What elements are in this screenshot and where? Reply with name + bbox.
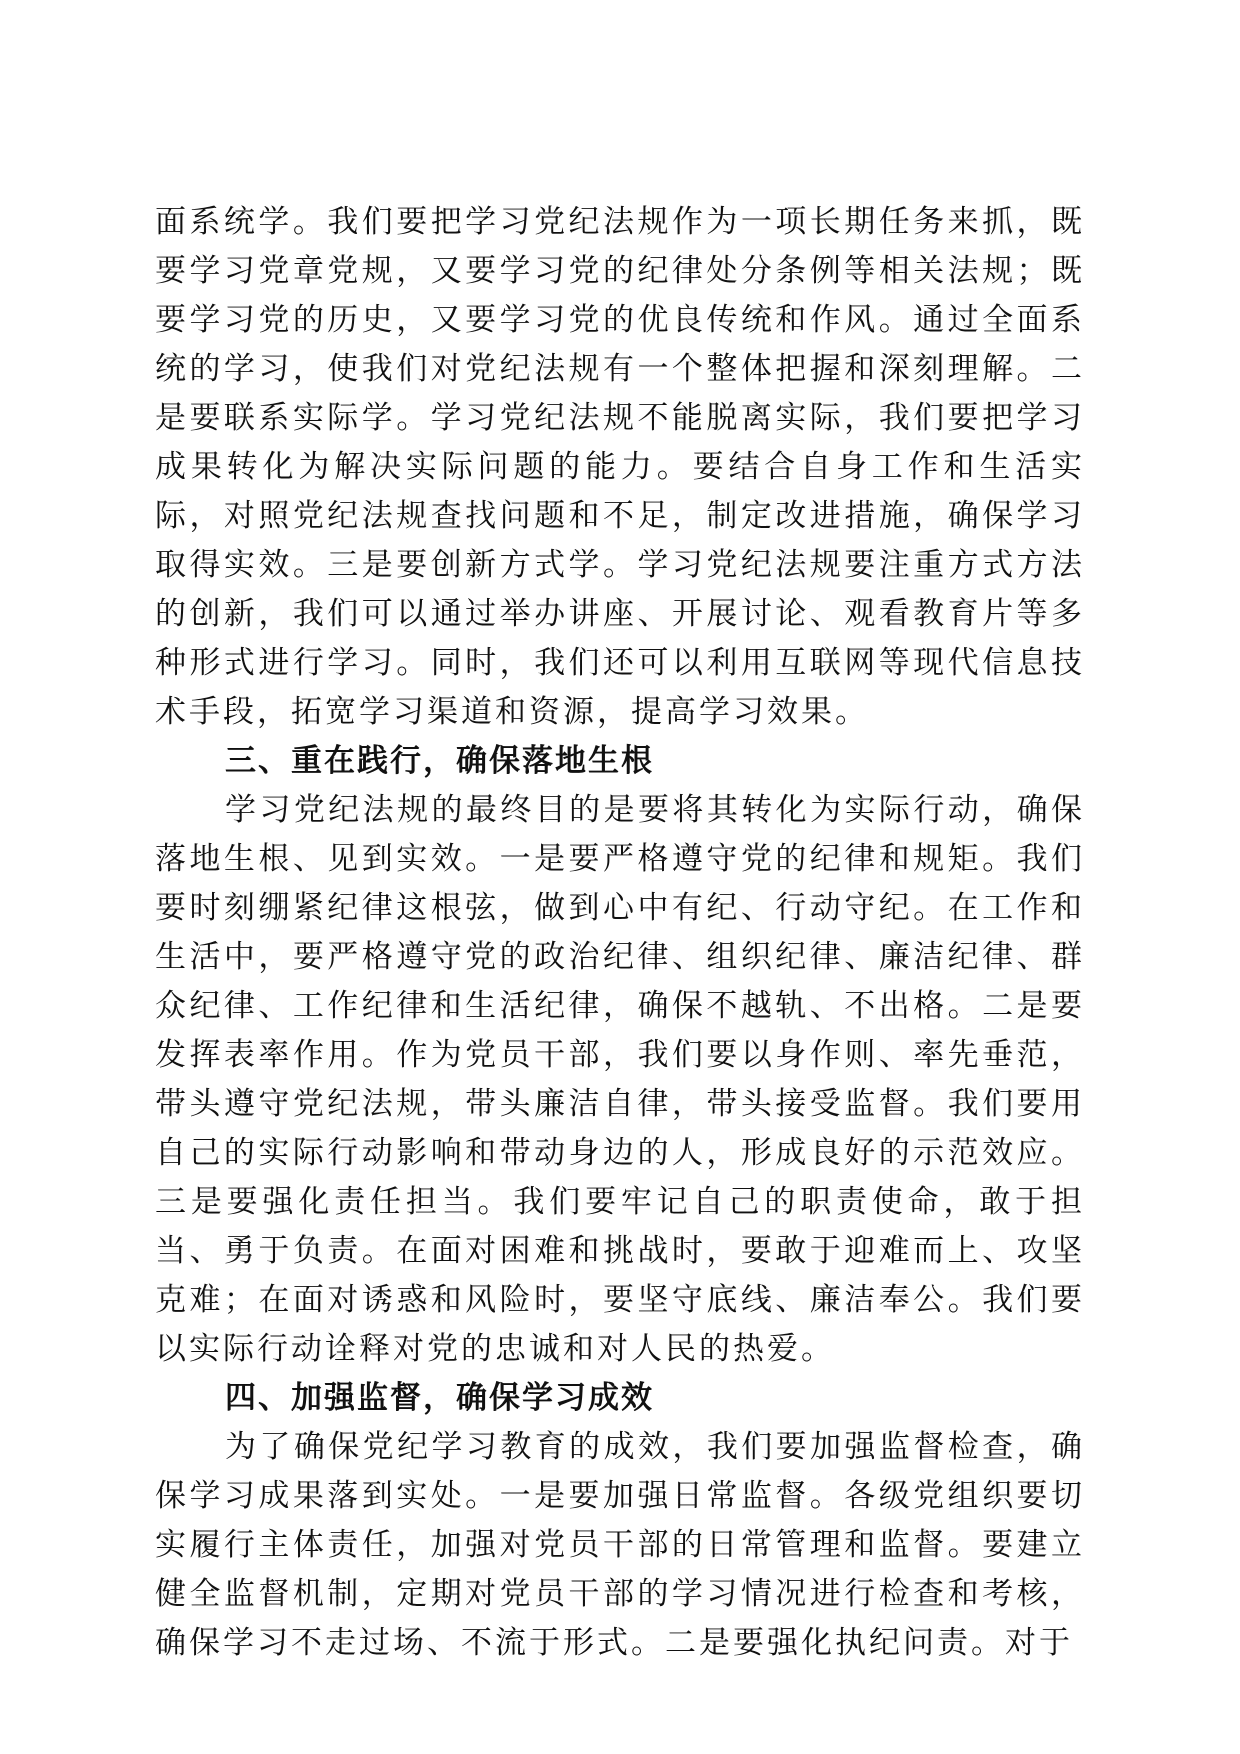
paragraph-practice: 学习党纪法规的最终目的是要将其转化为实际行动，确保落地生根、见到实效。一是要严格遵守党的纪律和规矩。我们要时刻绷紧纪律这根弦，做到心中有纪、行动守纪。在工作和生活中，要严格遵守党的政治纪律、组织纪律、廉洁纪律、群众纪律、工作纪律和生活纪律，确保不越轨、不出格。二是要发挥表率作用。作为党员干部，我们要以身作则、率先垂范，带头遵守党纪法规，带头廉洁自律，带头接受监督。我们要用自己的实际行动影响和带动身边的人，形成良好的示范效应。三是要强化责任担当。我们要牢记自己的职责使命，敢于担当、勇于负责。在面对困难和挑战时，要敢于迎难而上、攻坚克难；在面对诱惑和风险时，要坚守底线、廉洁奉公。我们要以实际行动诠释对党的忠诚和对人民的热爱。 bbox=[155, 792, 1085, 1367]
paragraph-study-methods: 面系统学。我们要把学习党纪法规作为一项长期任务来抓，既要学习党章党规，又要学习党的纪律处分条例等相关法规；既要学习党的历史，又要学习党的优良传统和作风。通过全面系统的学习，使我们对党纪法规有一个整体把握和深刻理解。二是要联系实际学。学习党纪法规不能脱离实际，我们要把学习成果转化为解决实际问题的能力。要结合自身工作和生活实际，对照党纪法规查找问题和不足，制定改进措施，确保学习取得实效。三是要创新方式学。学习党纪法规要注重方式方法的创新，我们可以通过举办讲座、开展讨论、观看教育片等多种形式进行学习。同时，我们还可以利用互联网等现代信息技术手段，拓宽学习渠道和资源，提高学习效果。 bbox=[155, 204, 1085, 730]
section-heading-supervision: 四、加强监督，确保学习成效 bbox=[225, 1380, 654, 1416]
section-heading-practice: 三、重在践行，确保落地生根 bbox=[225, 743, 654, 779]
document-body bbox=[155, 198, 1085, 1668]
paragraph-supervision: 为了确保党纪学习教育的成效，我们要加强监督检查，确保学习成果落到实处。一是要加强日常监督。各级党组织要切实履行主体责任，加强对党员干部的日常管理和监督。要建立健全监督机制，定期对党员干部的学习情况进行检查和考核，确保学习不走过场、不流于形式。二是要强化执纪问责。对于 bbox=[155, 1429, 1085, 1661]
